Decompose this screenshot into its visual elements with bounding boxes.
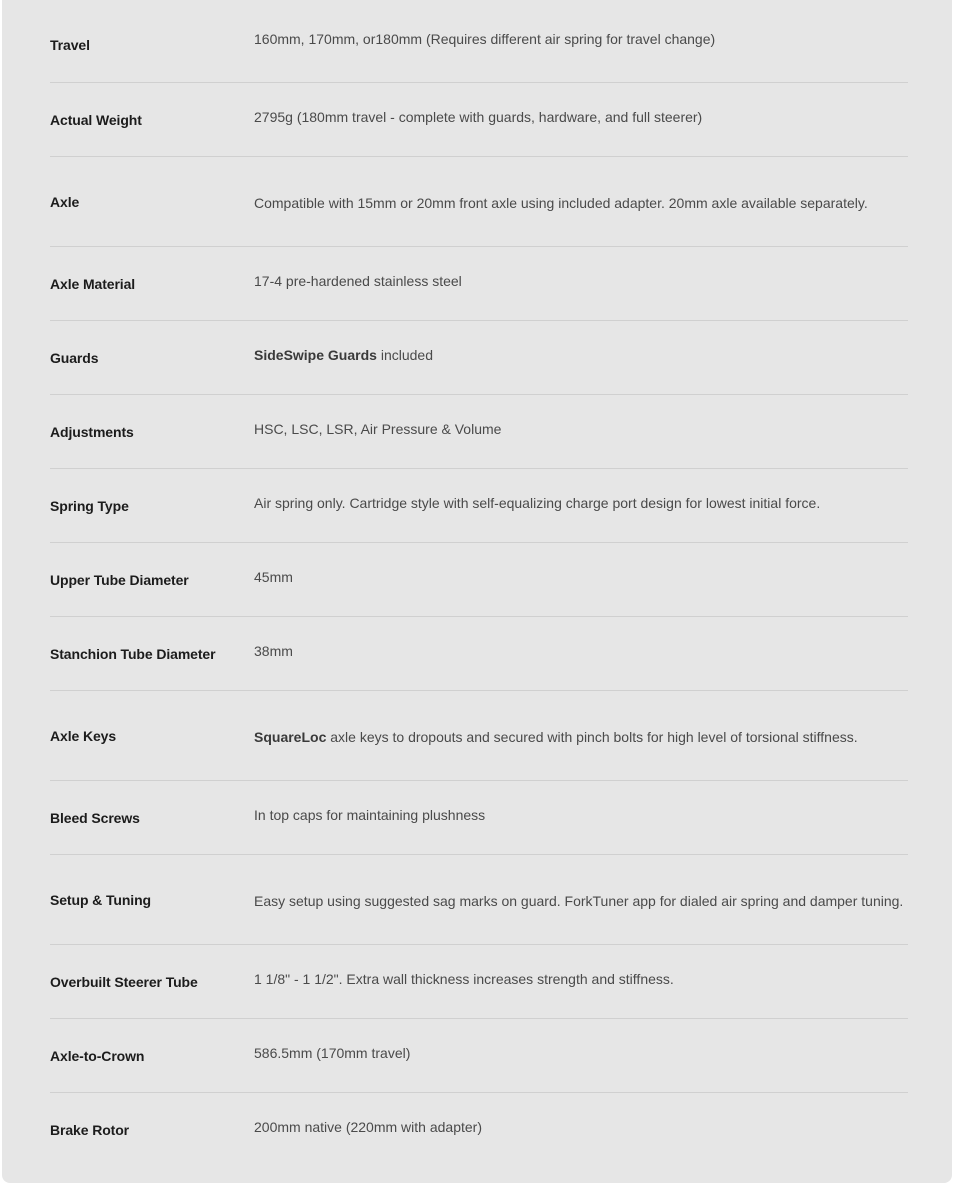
spec-row-axle-keys (50, 691, 908, 780)
spec-value: 200mm native (220mm with adapter) (254, 1119, 482, 1135)
spec-row-stanchion-tube-diameter (50, 617, 908, 690)
spec-value (254, 728, 908, 747)
spec-row-bleed-screws (50, 781, 908, 854)
product-name: SquareLoc (254, 729, 327, 745)
spec-label: Overbuilt Steerer Tube (50, 973, 198, 990)
spec-label: Spring Type (50, 497, 129, 514)
spec-table (2, 0, 952, 1183)
spec-label: Stanchion Tube Diameter (50, 645, 216, 662)
spec-row-axle-to-crown (50, 1019, 908, 1092)
spec-row-axle-material (50, 247, 908, 320)
spec-row-axle (50, 157, 908, 246)
spec-label: Bleed Screws (50, 809, 140, 826)
spec-label: Upper Tube Diameter (50, 571, 189, 588)
spec-label: Travel (50, 37, 90, 53)
spec-row-upper-tube-diameter (50, 543, 908, 616)
spec-value: Easy setup using suggested sag marks on guard. ForkTuner app for dialed air spring and damper tuning. (254, 893, 904, 909)
spec-value: 160mm, 170mm, or180mm (Requires different air spring for travel change) (254, 30, 716, 47)
spec-value: Air spring only. Cartridge style with self-equalizing charge port design for lowest initial force. (254, 495, 821, 511)
spec-value: 586.5mm (170mm travel) (254, 1045, 411, 1061)
spec-row-brake-rotor (50, 1093, 908, 1166)
spec-label: Brake Rotor (50, 1121, 130, 1138)
spec-label: Guards (50, 349, 99, 366)
spec-value: Compatible with 15mm or 20mm front axle using included adapter. 20mm axle available separately. (254, 195, 868, 211)
spec-label: Actual Weight (50, 111, 142, 128)
spec-label: Setup & Tuning (50, 891, 151, 908)
spec-label: Axle (50, 193, 80, 210)
spec-value: 45mm (254, 569, 293, 585)
spec-label: Axle-to-Crown (50, 1047, 145, 1064)
product-name: SideSwipe Guards (254, 347, 377, 363)
spec-value-rest: included (376, 347, 433, 363)
spec-value: 17-4 pre-hardened stainless steel (254, 273, 462, 289)
spec-value (254, 346, 908, 365)
spec-value: 2795g (180mm travel - complete with guards, hardware, and full steerer) (254, 109, 703, 125)
spec-value: 38mm (254, 643, 293, 659)
spec-label: Axle Keys (50, 727, 117, 744)
spec-row-setup-tuning (50, 855, 908, 944)
spec-label: Axle Material (50, 275, 136, 292)
spec-row-spring-type (50, 469, 908, 542)
spec-row-adjustments (50, 395, 908, 468)
spec-value: In top caps for maintaining plushness (254, 807, 486, 823)
spec-row-actual-weight (50, 83, 908, 156)
spec-value: 1 1/8" - 1 1/2". Extra wall thickness increases strength and stiffness. (254, 971, 674, 987)
spec-value: HSC, LSC, LSR, Air Pressure & Volume (254, 421, 502, 437)
spec-value-rest: axle keys to dropouts and secured with pinch bolts for high level of torsional stiffness. (326, 729, 858, 745)
spec-row-guards (50, 321, 908, 394)
spec-row-travel (50, 8, 908, 82)
spec-label: Adjustments (50, 423, 134, 440)
spec-row-overbuilt-steerer-tube (50, 945, 908, 1018)
